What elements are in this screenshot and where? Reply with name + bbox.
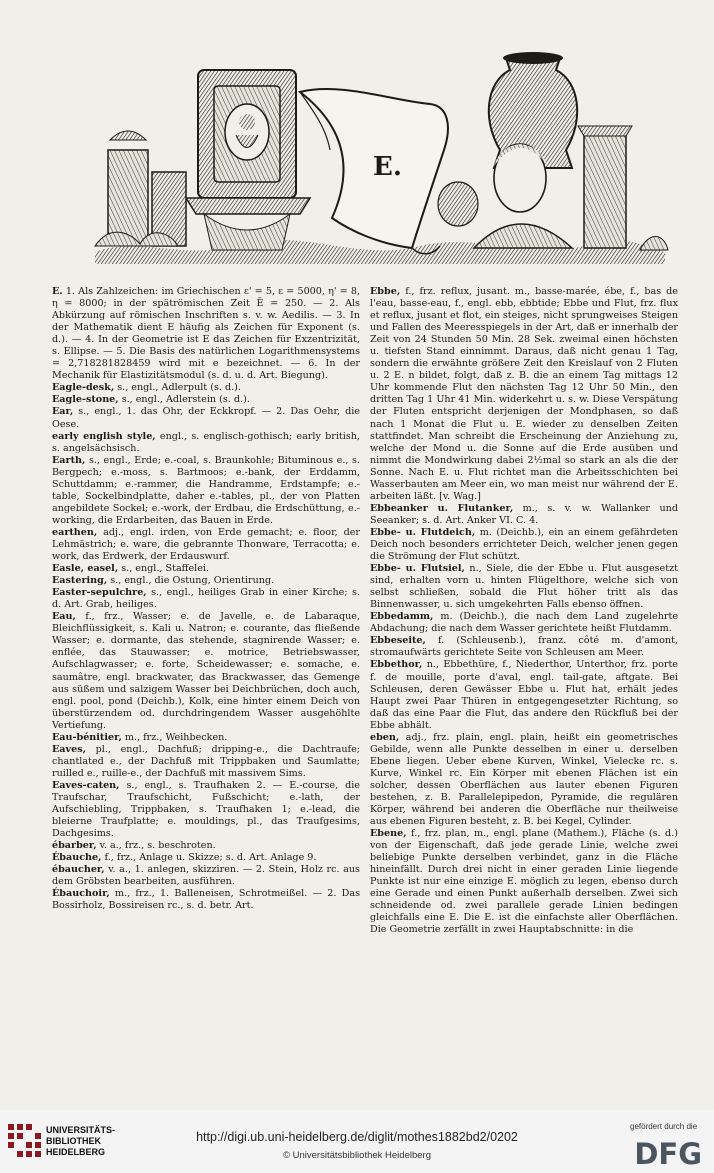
entry-headword: Ear,: [52, 406, 74, 418]
entry-text: s., engl., Adlerpult (s. d.).: [117, 382, 241, 394]
entry-text: f., frz., Wasser; e. de Javelle, e. de Labaraque, Bleichflüssigkeit, s. Kali u. Natron; e. courante, das fließende Wasser; e. dormante, das stehende, stagnirende Wasser; e. enflée, das Stauwasser; e. motrice, Betriebswasser, Aufschlagwasser; e. forte, Scheidewasser; e. somache, e. saumâtre, engl. brackwater, das Brackwasser, das Gemenge aus süßem und salzigem Wasser bei Deichbrüchen, doch auch, engl. pool, pond (Deichb.), Kolk, eine hinter einem Deich von überstürzendem od. durchdringendem Wasser ausgehöhlte Vertiefung.: [52, 611, 360, 731]
entry-headword: Ebbedamm,: [370, 611, 434, 623]
entry-headword: Eastering,: [52, 575, 108, 587]
entry-text: s., engl., Adlerstein (s. d.).: [121, 394, 250, 406]
dictionary-entry: [52, 527, 360, 563]
entry-headword: Eaves-caten,: [52, 779, 120, 791]
entry-text: m. (Deichb.), ein an einem gefährdeten Deich noch besonders errichteter Deich, welcher jenen gegen die Strömung der Flut schützt.: [370, 526, 678, 563]
permalink-url[interactable]: http://digi.ub.uni-heidelberg.de/diglit/mothes1882bd2/0202: [196, 1130, 518, 1144]
entry-headword: Ebbeseite,: [370, 635, 426, 647]
entry-text: m., frz., 1. Balleneisen, Schrotmeißel. — 2. Das Bossirholz, Bossireisen rc., s. d. betr. Art.: [52, 888, 360, 912]
entry-text: v. a., frz., s. beschroten.: [99, 840, 216, 852]
dictionary-entry: [370, 611, 678, 635]
entry-headword: Eagle-stone,: [52, 394, 119, 406]
ornament-initial: E.: [373, 152, 402, 182]
entry-headword: Ebbe- u. Flutsiel,: [370, 563, 465, 575]
entry-headword: Earth,: [52, 454, 86, 466]
entry-text: s., engl., die Ostung, Orientirung.: [110, 575, 275, 587]
entry-headword: Ébauche,: [52, 852, 102, 864]
dictionary-entry: [52, 888, 360, 912]
entry-headword: Easter-sepulchre,: [52, 587, 147, 599]
dictionary-entry: [370, 659, 678, 731]
dfg-logo[interactable]: DFG: [634, 1137, 702, 1171]
dictionary-entry: [370, 732, 678, 828]
entry-headword: Eau,: [52, 611, 76, 623]
dictionary-entry: [370, 503, 678, 527]
dictionary-entry: [52, 587, 360, 611]
dictionary-entry: [52, 780, 360, 840]
dictionary-entry: [52, 394, 360, 406]
entry-text: n., Siele, die der Ebbe u. Flut ausgesetzt sind, erhalten vorn u. hinten Flügelthore, welche sich von selbst schließen, sobald die Flut höher tritt als das Binnenwasser, u. sich umgekehrten Falls ebenso öffnen.: [370, 563, 678, 611]
entry-headword: Ebene,: [370, 828, 407, 840]
dictionary-entry: [52, 455, 360, 527]
dictionary-entry: [52, 744, 360, 780]
entry-text: s., engl., Erde; e.-coal, s. Braunkohle; Bituminous e., s. Bergpech; e.-moss, s. Bartmoos; e.-bank, der Erddamm, Schuttdamm; e.-rammer, die Handramme, Erdstampfe; e.-table, Sockelbindplatte, daher e.-tables, pl., der von Platten angebildete Sockel; e.-work, der Erdbau, die Erdschüttung, e.-working, die Erdarbeiten, das Bauen in Erde.: [52, 454, 360, 526]
entry-text: f., frz., Anlage u. Skizze; s. d. Art. Anlage 9.: [104, 852, 317, 864]
dictionary-entry: [52, 732, 360, 744]
entry-headword: Eagle-desk,: [52, 382, 115, 394]
dictionary-entry: [52, 563, 360, 575]
entry-text: f., frz. plan, m., engl. plane (Mathem.), Fläche (s. d.) von der Eigenschaft, daß jede gerade Linie, welche zwei beliebige Punkte derselben verbindet, ganz in die Fläche hineinfällt. Durch drei nicht in einer geraden Linie liegende Punkte ist nur eine einzige E. möglich zu legen, ebenso durch eine Gerade und einen Punkt außerhalb derselben. Zwei sich schneidende od. zwei parallele gerade Linien bedingen gleichfalls eine E. Die E. ist die einfachste aller Oberflächen. Die Geometrie zerfällt in zwei Hauptabschnitte: in die: [370, 828, 678, 936]
entry-headword: Easle, easel,: [52, 563, 119, 575]
dictionary-entry: [52, 382, 360, 394]
entry-headword: early english style,: [52, 430, 156, 442]
entry-text: m., frz., Weihbecken.: [124, 731, 228, 743]
entry-headword: Ébauchoir,: [52, 888, 110, 900]
dictionary-entry: [52, 406, 360, 430]
logo-line-1: UNIVERSITÄTS-: [46, 1125, 116, 1135]
entry-headword: earthen,: [52, 526, 98, 538]
entry-headword: ébarber,: [52, 840, 97, 852]
entry-headword: ébaucher,: [52, 864, 105, 876]
dictionary-entry: [52, 852, 360, 864]
entry-text: m., s. v. w. Wallanker und Seeanker; s. d. Art. Anker VI. C. 4.: [370, 502, 678, 526]
entry-text: s., engl., heiliges Grab in einer Kirche; s. d. Art. Grab, heiliges.: [52, 587, 360, 611]
entry-text: s., engl., s. Traufhaken 2. — E.-course, die Traufschar, Traufschicht, Fußschicht; e.-lath, der Aufschiebling, Trippbaken, s. Traufhaken 1; e.-lead, die bleierne Traufplatte; e. mouldings, pl., das Traufgesims, Dachgesims.: [52, 779, 360, 840]
entry-text: v. a., 1. anlegen, skizziren. — 2. Stein, Holz rc. aus dem Gröbsten bearbeiten, ausführen.: [52, 864, 360, 888]
entry-text: f., frz. reflux, jusant. m., basse-marée, ébe, f., bas de l'eau, basse-eau, f., engl. ebb, ebbtide; Ebbe und Flut, frz. flux et reflux, jusant et flot, ein steiges, nicht sprungweises Steigen und Fallen des Meeresspiegels in der Art, daß er innerhalb der Zeit von 24 Stunden 50 Min. 28 Sek. zweimal einen höchsten u. tiefsten Stand einnimmt. Daraus, daß nicht genau 1 Tag, sondern die erwähnte größere Zeit den Kreislauf von 2 Fluten u. 2 E. n bildet, folgt, daß z. B. die an einem Tag mittags 12 Uhr kommende Flut den nächsten Tag 12 Uhr 50 Min., den dritten Tag 1 Uhr 41 Min. widerkehrt u. s. w. Diese Verspätung der Fluten entspricht derjenigen der Mondphasen, so daß nach 1 Monat die Flut u. E. wieder zu denselben Zeiten stattfindet. Man schreibt die Erscheinung der Anziehung zu, welche der Mond u. die Sonne auf die Erde ausüben und nimmt die Mondwirkung dabei 2½mal so stark an als die der Sonne. Nach E. u. Flut richtet man die Arbeitsschichten bei Wasserbauten am Meer ein, wo man meist nur während der E. arbeiten läßt. [v. Wag.]: [370, 286, 678, 502]
entry-text: engl., s. englisch-gothisch; early british, s. angelsächsisch.: [52, 430, 360, 454]
entry-text: adj., engl. irden, von Erde gemacht; e. floor, der Lehmästrich; e. ware, die gebrannte Thonware, Terracotta; e. work, das Erdwerk, der Erdauswurf.: [52, 526, 360, 563]
right-column: [370, 286, 678, 1106]
dictionary-entry: [370, 635, 678, 659]
entry-headword: Ebbe- u. Flutdeich,: [370, 526, 476, 538]
dictionary-entry: [52, 840, 360, 852]
dictionary-entry: [52, 864, 360, 888]
entry-text: s., engl., 1. das Ohr, der Eckkropf. — 2. Das Oehr, die Oese.: [52, 406, 360, 430]
dictionary-entry: [52, 431, 360, 455]
entry-headword: Eau-bénitier,: [52, 731, 122, 743]
copyright-notice: © Universitätsbibliothek Heidelberg: [283, 1150, 431, 1161]
entry-headword: E.: [52, 286, 63, 297]
left-column: [52, 286, 360, 1106]
entry-text: adj., frz. plain, engl. plain, heißt ein geometrisches Gebilde, wenn alle Punkte desselben in einer u. derselben Ebene liegen. Ueber ebene Kurven, Winkel, Vielecke rc. s. Kurve, Winkel rc. Ein Körper mit ebenen Flächen ist ein solcher, dessen Oberflächen aus lauter ebenen Figuren bestehen, z. B. Parallelepipedon, Pyramide, die regulären Körper, während bei anderen die Oberfläche nur theilweise aus ebenen Figuren besteht, z. B. bei Kegel, Cylinder.: [370, 731, 678, 828]
funding-note: gefördert durch die: [630, 1122, 698, 1131]
entry-text: pl., engl., Dachfuß; dripping-e., die Dachtraufe; chantlated e., der Dachfuß mit Trippbaken und Saumlatte; ruilled e., ruille-e., der Dachfuß mit massivem Sims.: [52, 743, 360, 779]
dictionary-columns: [52, 286, 678, 1106]
footer-bar: [0, 1110, 714, 1173]
engraved-header-ornament: [0, 0, 714, 285]
dictionary-entry: [52, 575, 360, 587]
entry-text: n., Ebbethüre, f., Niederthor, Unterthor, frz. porte f. de mouille, porte d'aval, engl. tail-gate, aftgate. Bei Schleusen, deren Gewässer Ebbe u. Flut hat, erhält jedes Haupt zwei Paar Thüren in entgegengesetzter Richtung, so daß das eine Paar die Flut, das andere den Rückfluß bei der Ebbe abhält.: [370, 659, 678, 731]
entry-text: s., engl., Staffelei.: [121, 563, 210, 575]
dictionary-entry: [52, 286, 360, 382]
entry-text: m. (Deichb.), die nach dem Land zugelehrte Abdachung; die nach dem Wasser gerichtete heißt Flutdamm.: [370, 611, 678, 635]
entry-text: f. (Schleusenb.), franz. côté m. d'amont, stromaufwärts gerichtete Seite von Schleusen am Meer.: [370, 635, 678, 659]
entry-text: 1. Als Zahlzeichen: im Griechischen ε' = 5, ε = 5000, η' = 8, η = 8000; in der spätrömischen Zeit Ē = 250. — 2. Als Abkürzung auf römischen Inschriften s. v. w. Aedilis. — 3. In der Mathematik dient E häufig als Zeichen für Exponent (s. d.). — 4. In der Geometrie ist E das Zeichen für Exzentrizität, s. Ellipse. — 5. Die Basis des natürlichen Logarithmensystems = 2,718281828459 wird mit e bezeichnet. — 6. In der Mechanik für Elastizitätsmodul (s. d. u. d. Art. Biegung).: [52, 286, 360, 382]
entry-headword: Ebbeanker u. Flutanker,: [370, 502, 514, 514]
entry-headword: eben,: [370, 731, 400, 743]
entry-headword: Eaves,: [52, 743, 86, 755]
entry-headword: Ebbethor,: [370, 659, 423, 671]
entry-headword: Ebbe,: [370, 286, 401, 297]
dictionary-entry: [370, 563, 678, 611]
logo-line-2: BIBLIOTHEK: [46, 1136, 101, 1146]
dictionary-entry: [370, 286, 678, 503]
logo-line-3: HEIDELBERG: [46, 1147, 106, 1157]
dictionary-entry: [370, 828, 678, 936]
dictionary-entry: [370, 527, 678, 563]
dictionary-entry: [52, 611, 360, 731]
